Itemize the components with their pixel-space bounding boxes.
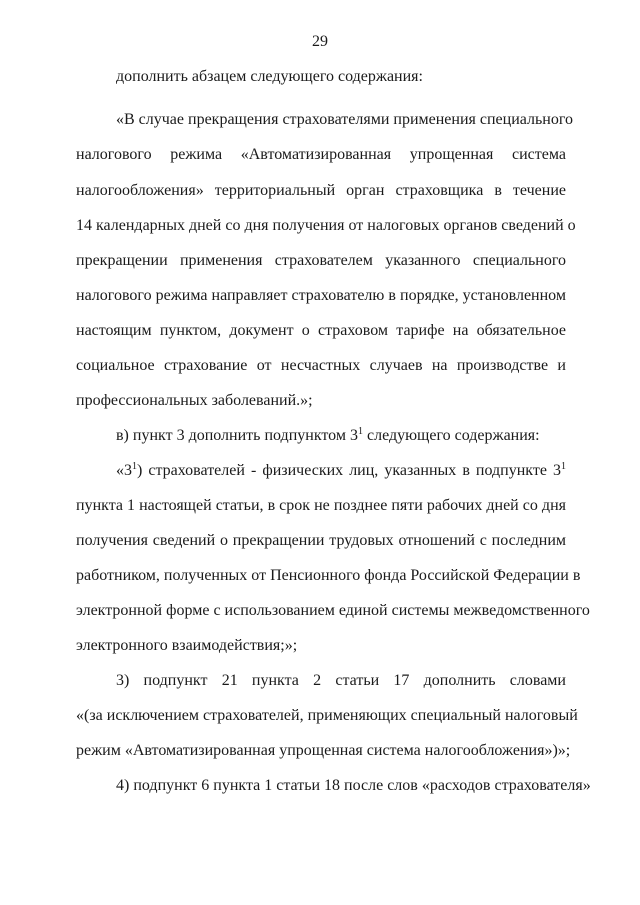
text-line: налогового режима направляет страхователю в порядке, установленном — [76, 287, 566, 304]
text-line: профессиональных заболеваний.»; — [76, 392, 313, 409]
text-segment: ) страхователей - физических лиц, указанных в подпункте 3 — [137, 462, 561, 479]
superscript: 1 — [357, 426, 363, 437]
text-line: 4) подпункт 6 пункта 1 статьи 18 после слов «расходов страхователя» — [116, 777, 591, 794]
text-line: режим «Автоматизированная упрощенная система налогообложения»)»; — [76, 742, 571, 759]
text-line: 3) подпункт 21 пункта 2 статьи 17 дополнить словами — [116, 672, 566, 689]
text-line: электронной форме с использованием единой системы межведомственного — [76, 602, 590, 619]
text-segment: «3 — [116, 462, 132, 479]
superscript: 1 — [561, 461, 566, 472]
text-line: налогообложения» территориальный орган страховщика в течение — [76, 182, 566, 199]
text-segment: следующего содержания: — [362, 427, 540, 444]
text-line: социальное страхование от несчастных случаев на производстве и — [76, 357, 566, 374]
text-line: получения сведений о прекращении трудовых отношений с последним — [76, 532, 566, 549]
text-line: «(за исключением страхователей, применяющих специальный налоговый — [76, 707, 578, 724]
text-line: дополнить абзацем следующего содержания: — [116, 68, 423, 85]
text-line: настоящим пунктом, документ о страховом тарифе на обязательное — [76, 322, 566, 339]
text-line: прекращении применения страхователем указанного специального — [76, 252, 566, 269]
page-number: 29 — [312, 33, 328, 50]
text-line: налогового режима «Автоматизированная упрощенная система — [76, 146, 566, 163]
text-line: «В случае прекращения страхователями применения специального — [116, 111, 574, 128]
text-segment: в) пункт 3 дополнить подпунктом 3 — [116, 427, 358, 444]
text-line: пункта 1 настоящей статьи, в срок не позднее пяти рабочих дней со дня — [76, 497, 566, 514]
text-line — [116, 461, 566, 481]
text-line: работником, полученных от Пенсионного фонда Российской Федерации в — [76, 567, 581, 584]
text-line: электронного взаимодействия;»; — [76, 637, 298, 654]
superscript: 1 — [132, 461, 137, 472]
text-line — [116, 426, 566, 446]
text-line: 14 календарных дней со дня получения от налоговых органов сведений о — [76, 217, 576, 234]
